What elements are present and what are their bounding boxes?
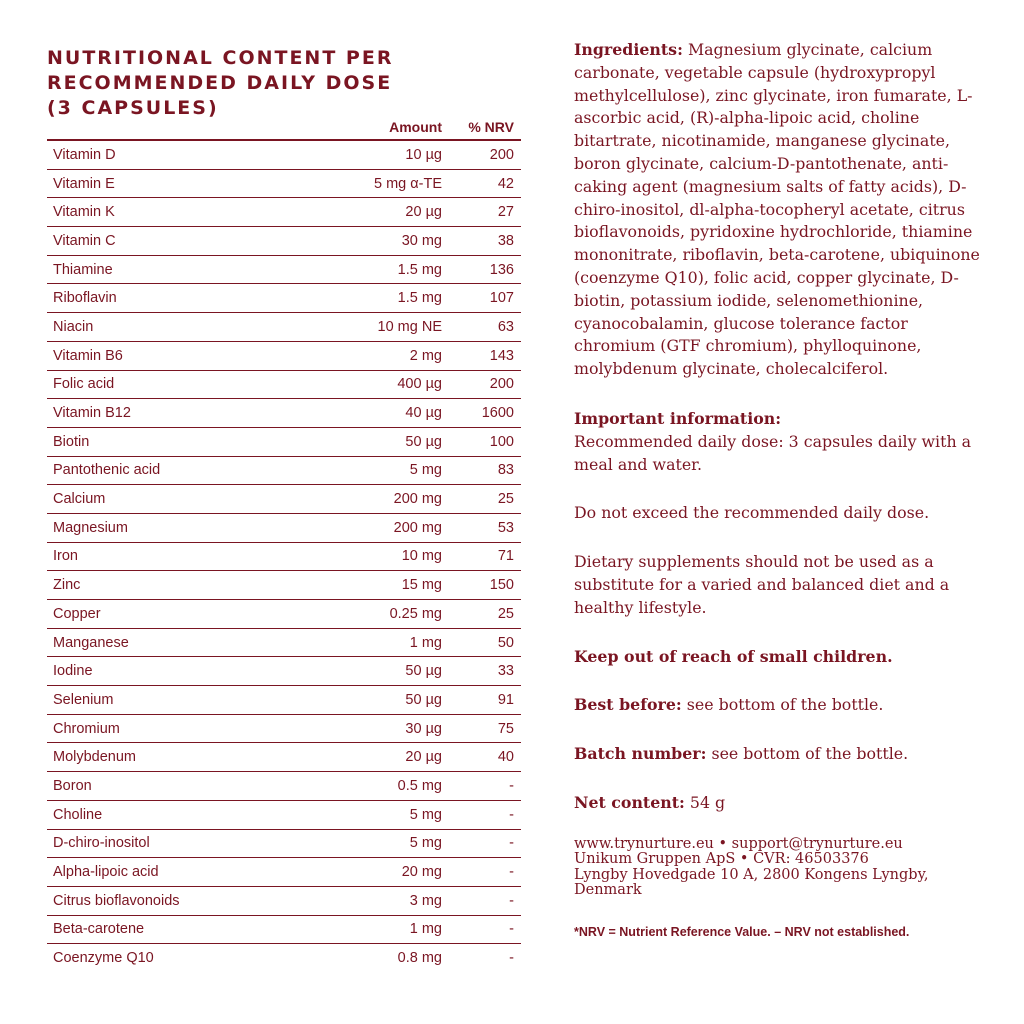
table-row [47,686,521,715]
important-label: Important information: [574,408,782,428]
contact-line-3: Lyngby Hovedgade 10 A, 2800 Kongens Lyngby, Denmark [574,866,929,899]
row-amount: 10 mg [323,542,442,571]
row-nrv: 150 [442,571,521,600]
nrv-footnote: *NRV = Nutrient Reference Value. – NRV not established. [574,924,910,939]
row-nrv: 38 [442,227,521,256]
table-row [47,255,521,284]
row-nutrient: Calcium [47,485,323,514]
row-nutrient: Beta-carotene [47,915,323,944]
row-amount: 50 µg [323,657,442,686]
row-amount: 20 mg [323,858,442,887]
row-nrv: 42 [442,169,521,198]
table-row [47,571,521,600]
row-nutrient: D-chiro-inositol [47,829,323,858]
net-label: Net content: [574,792,685,812]
row-nutrient: Magnesium [47,513,323,542]
row-nrv: 143 [442,341,521,370]
row-nutrient: Choline [47,800,323,829]
row-nutrient: Coenzyme Q10 [53,950,154,967]
nutrition-title: NUTRITIONAL CONTENT PER RECOMMENDED DAILY DOSE (3 CAPSULES) [47,47,394,119]
header-amount: Amount [323,115,442,140]
row-nutrient: Citrus bioflavonoids [47,886,323,915]
row-nutrient: Alpha-lipoic acid [47,858,323,887]
row-nrv: 1600 [442,399,521,428]
row-amount: 15 mg [323,571,442,600]
row-nrv: 75 [442,714,521,743]
table-row [47,370,521,399]
row-nutrient: Biotin [47,427,323,456]
row-nrv: - [442,886,521,915]
row-amount: 50 µg [323,686,442,715]
row-nrv: - [442,800,521,829]
row-amount: 10 µg [323,140,442,169]
table-row [47,915,521,944]
table-row [47,600,521,629]
row-nutrient: Vitamin K [47,198,323,227]
best-before [574,694,994,717]
table-row [47,513,521,542]
row-nrv: - [442,858,521,887]
table-row [47,198,521,227]
row-nutrient: Boron [47,772,323,801]
row-nrv: 40 [442,743,521,772]
nutrition-panel [47,46,521,972]
row-nutrient: Riboflavin [47,284,323,313]
table-row [47,542,521,571]
row-nutrient: Iodine [47,657,323,686]
batch-label: Batch number: [574,744,707,764]
table-row [47,313,521,342]
row-amount: 0.25 mg [323,600,442,629]
batch-number [574,743,994,766]
ingredients-label: Ingredients: [574,40,683,59]
row-amount: 0.8 mg [397,950,442,967]
supplements-text: Dietary supplements should not be used as a substitute for a varied and balanced diet and a healthy lifestyle. [574,552,950,617]
row-nutrient: Vitamin E [47,169,323,198]
table-row [47,284,521,313]
table-row [47,399,521,428]
row-nrv: 100 [442,427,521,456]
table-row [47,485,521,514]
nutrition-table [47,115,521,972]
row-nutrient: Selenium [47,686,323,715]
row-nrv: 200 [442,140,521,169]
row-amount: 1 mg [323,628,442,657]
net-text: 54 g [689,792,726,812]
table-row [47,227,521,256]
row-nutrient: Folic acid [47,370,323,399]
row-nutrient: Copper [47,600,323,629]
table-row [47,427,521,456]
row-nrv: 33 [442,657,521,686]
row-amount: 5 mg α-TE [323,169,442,198]
ingredients-text: Magnesium glycinate, calcium carbonate, vegetable capsule (hydroxypropyl methylcellulose), zinc glycinate, iron fumarate, L-ascorbic acid, (R)-alpha-lipoic acid, choline bitartrate, nicotinamide, manganese glycinate, boron glycinate, calcium-D-pantothenate, anti-caking agent (magnesium salts of fatty acids), D-chiro-inositol, dl-alpha-tocopheryl acetate, citrus bioflavonoids, pyridoxine hydrochloride, thiamine mononitrate, riboflavin, beta-carotene, ubiquinone (coenzyme Q10), folic acid, copper glycinate, D-biotin, potassium iodide, selenomethionine, cyanocobalamin, glucose tolerance factor chromium (GTF chromium), phylloquinone, molybdenum glycinate, cholecalciferol. [574,40,980,379]
row-nrv: 200 [442,370,521,399]
row-amount: 50 µg [323,427,442,456]
contact-line-1: www.trynurture.eu • support@trynurture.eu [574,835,903,852]
row-amount: 30 µg [323,714,442,743]
row-amount: 20 µg [323,198,442,227]
table-row [47,886,521,915]
row-amount: 5 mg [323,829,442,858]
row-amount: 0.5 mg [323,772,442,801]
important-heading [574,408,994,431]
contact-line-2: Unikum Gruppen ApS • CVR: 46503376 [574,851,869,868]
row-amount: 200 mg [323,485,442,514]
row-nrv: - [442,772,521,801]
info-panel [574,39,994,944]
row-nutrient: Iron [47,542,323,571]
children-text: Keep out of reach of small children. [574,646,893,666]
row-amount: 1 mg [323,915,442,944]
row-nrv: 136 [442,255,521,284]
row-nutrient: Molybdenum [47,743,323,772]
table-row [47,944,521,972]
table-row [47,657,521,686]
table-row [47,341,521,370]
row-nrv: 63 [442,313,521,342]
row-nrv: 107 [442,284,521,313]
table-row [47,628,521,657]
row-amount: 30 mg [323,227,442,256]
row-amount: 20 µg [323,743,442,772]
dose-text: Recommended daily dose: 3 capsules daily with a meal and water. [574,431,972,474]
ingredients-paragraph [574,39,994,381]
row-amount: 2 mg [323,341,442,370]
contact-block [574,837,994,899]
exceed-text: Do not exceed the recommended daily dose. [574,503,930,523]
best-before-text: see bottom of the bottle. [686,695,884,715]
row-nrv: - [509,950,514,967]
row-nutrient: Vitamin B6 [47,341,323,370]
children-warning [574,646,994,669]
row-nutrient: Vitamin D [47,140,323,169]
table-row [47,456,521,485]
row-nrv: 27 [442,198,521,227]
table-row [47,714,521,743]
row-nrv: 83 [442,456,521,485]
row-amount: 5 mg [323,456,442,485]
table-row [47,858,521,887]
table-row [47,800,521,829]
row-amount: 10 mg NE [323,313,442,342]
row-amount: 5 mg [323,800,442,829]
row-nrv: - [442,915,521,944]
table-row [47,140,521,169]
net-content [574,792,994,815]
row-nutrient: Niacin [47,313,323,342]
row-amount: 40 µg [323,399,442,428]
row-nutrient: Zinc [47,571,323,600]
row-nrv: 91 [442,686,521,715]
batch-text: see bottom of the bottle. [711,744,909,764]
row-nutrient: Thiamine [47,255,323,284]
table-row [47,743,521,772]
row-amount: 400 µg [323,370,442,399]
row-nrv: 50 [442,628,521,657]
table-row [47,829,521,858]
header-nrv: % NRV [442,115,521,140]
row-amount: 1.5 mg [323,255,442,284]
row-amount: 3 mg [323,886,442,915]
table-row [47,169,521,198]
row-nrv: - [442,829,521,858]
row-nrv: 25 [442,485,521,514]
row-nutrient: Manganese [47,628,323,657]
row-nutrient: Vitamin B12 [47,399,323,428]
nutrient-rows [47,140,521,972]
row-nutrient: Vitamin C [47,227,323,256]
row-nrv: 25 [442,600,521,629]
row-nutrient: Chromium [47,714,323,743]
row-nutrient: Pantothenic acid [47,456,323,485]
row-nrv: 53 [442,513,521,542]
row-amount: 1.5 mg [323,284,442,313]
row-amount: 200 mg [323,513,442,542]
row-nrv: 71 [442,542,521,571]
table-row [47,772,521,801]
best-before-label: Best before: [574,695,682,715]
